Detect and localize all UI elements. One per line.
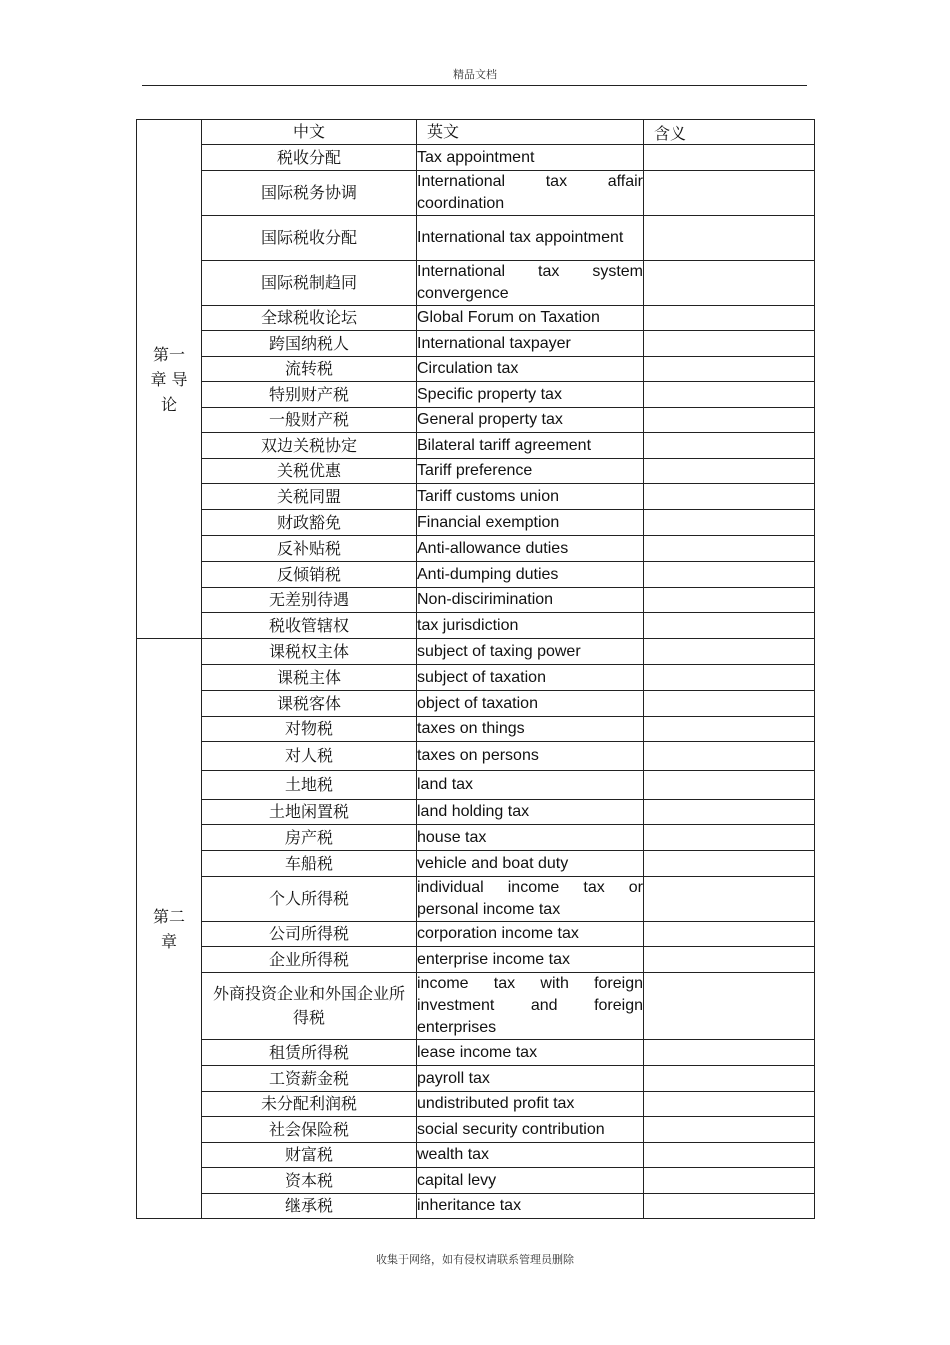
term-english: Tariff preference — [417, 459, 644, 484]
table-row — [137, 877, 815, 922]
term-english: house tax — [417, 825, 644, 851]
table-row — [137, 973, 815, 1040]
term-meaning — [644, 1040, 815, 1066]
term-meaning — [644, 1066, 815, 1092]
table-row — [137, 562, 815, 588]
term-meaning — [644, 877, 815, 922]
table-row — [137, 613, 815, 639]
table-row — [137, 484, 815, 510]
term-chinese: 工资薪金税 — [202, 1066, 417, 1092]
header-row — [137, 120, 815, 145]
term-chinese: 国际税务协调 — [202, 171, 417, 216]
table-row — [137, 261, 815, 306]
term-meaning — [644, 851, 815, 877]
term-chinese: 对人税 — [202, 742, 417, 771]
term-chinese: 反补贴税 — [202, 536, 417, 562]
term-english: inheritance tax — [417, 1194, 644, 1219]
table-row — [137, 1168, 815, 1194]
table-row — [137, 408, 815, 433]
term-meaning — [644, 536, 815, 562]
term-english: taxes on things — [417, 717, 644, 742]
term-meaning — [644, 331, 815, 357]
table-row — [137, 922, 815, 947]
term-english: Circulation tax — [417, 357, 644, 382]
table-row — [137, 145, 815, 171]
table-row — [137, 1092, 815, 1117]
term-meaning — [644, 145, 815, 171]
column-header-english: 英文 — [417, 120, 644, 145]
table-row — [137, 1143, 815, 1168]
term-meaning — [644, 1168, 815, 1194]
term-english: Anti-allowance duties — [417, 536, 644, 562]
term-meaning — [644, 171, 815, 216]
term-english: subject of taxing power — [417, 639, 644, 665]
term-english: taxes on persons — [417, 742, 644, 771]
term-english: land holding tax — [417, 800, 644, 825]
term-chinese: 车船税 — [202, 851, 417, 877]
term-chinese: 财政豁免 — [202, 510, 417, 536]
term-english: lease income tax — [417, 1040, 644, 1066]
table-row — [137, 825, 815, 851]
term-chinese: 课税权主体 — [202, 639, 417, 665]
table-row — [137, 691, 815, 717]
term-meaning — [644, 382, 815, 408]
term-chinese: 课税主体 — [202, 665, 417, 691]
glossary-table — [136, 119, 815, 1219]
table-row — [137, 331, 815, 357]
term-chinese: 一般财产税 — [202, 408, 417, 433]
table-row — [137, 1040, 815, 1066]
table-row — [137, 639, 815, 665]
term-meaning — [644, 639, 815, 665]
table-row — [137, 947, 815, 973]
term-meaning — [644, 1092, 815, 1117]
table-row — [137, 433, 815, 459]
term-chinese: 无差别待遇 — [202, 588, 417, 613]
term-chinese: 土地闲置税 — [202, 800, 417, 825]
term-meaning — [644, 306, 815, 331]
term-meaning — [644, 459, 815, 484]
term-chinese: 税收管辖权 — [202, 613, 417, 639]
table-row — [137, 357, 815, 382]
term-meaning — [644, 484, 815, 510]
term-chinese: 企业所得税 — [202, 947, 417, 973]
term-meaning — [644, 613, 815, 639]
term-chinese: 国际税制趋同 — [202, 261, 417, 306]
term-english: International tax affair coordination — [417, 171, 644, 216]
term-chinese: 公司所得税 — [202, 922, 417, 947]
column-header-chinese: 中文 — [202, 120, 417, 145]
term-meaning — [644, 922, 815, 947]
term-english: Global Forum on Taxation — [417, 306, 644, 331]
term-chinese: 对物税 — [202, 717, 417, 742]
term-chinese: 双边关税协定 — [202, 433, 417, 459]
term-meaning — [644, 800, 815, 825]
term-english: General property tax — [417, 408, 644, 433]
term-meaning — [644, 1194, 815, 1219]
table-row — [137, 588, 815, 613]
term-english: International tax system convergence — [417, 261, 644, 306]
term-meaning — [644, 665, 815, 691]
page-header: 精品文档 — [453, 68, 497, 81]
page-footer: 收集于网络，如有侵权请联系管理员删除 — [376, 1253, 574, 1266]
term-english: subject of taxation — [417, 665, 644, 691]
term-meaning — [644, 825, 815, 851]
term-chinese: 租赁所得税 — [202, 1040, 417, 1066]
term-meaning — [644, 717, 815, 742]
term-english: tax jurisdiction — [417, 613, 644, 639]
term-english: Financial exemption — [417, 510, 644, 536]
table-row — [137, 717, 815, 742]
term-english: undistributed profit tax — [417, 1092, 644, 1117]
term-english: Anti-dumping duties — [417, 562, 644, 588]
term-chinese: 课税客体 — [202, 691, 417, 717]
term-meaning — [644, 408, 815, 433]
table-row — [137, 800, 815, 825]
table-row — [137, 771, 815, 800]
term-english: Non-discirimination — [417, 588, 644, 613]
term-english: social security contribution — [417, 1117, 644, 1143]
term-meaning — [644, 1117, 815, 1143]
term-english: enterprise income tax — [417, 947, 644, 973]
term-chinese: 财富税 — [202, 1143, 417, 1168]
term-meaning — [644, 357, 815, 382]
term-chinese: 房产税 — [202, 825, 417, 851]
term-chinese: 国际税收分配 — [202, 216, 417, 261]
term-english: corporation income tax — [417, 922, 644, 947]
term-english: payroll tax — [417, 1066, 644, 1092]
term-english: Specific property tax — [417, 382, 644, 408]
term-chinese: 社会保险税 — [202, 1117, 417, 1143]
term-meaning — [644, 691, 815, 717]
term-chinese: 关税优惠 — [202, 459, 417, 484]
term-meaning — [644, 562, 815, 588]
term-meaning — [644, 510, 815, 536]
term-english: object of taxation — [417, 691, 644, 717]
term-english: vehicle and boat duty — [417, 851, 644, 877]
term-chinese: 全球税收论坛 — [202, 306, 417, 331]
table-row — [137, 171, 815, 216]
term-chinese: 继承税 — [202, 1194, 417, 1219]
term-english: capital levy — [417, 1168, 644, 1194]
term-chinese: 资本税 — [202, 1168, 417, 1194]
table-row — [137, 306, 815, 331]
table-row — [137, 665, 815, 691]
table-row — [137, 510, 815, 536]
term-meaning — [644, 261, 815, 306]
table-row — [137, 851, 815, 877]
term-meaning — [644, 973, 815, 1040]
term-meaning — [644, 742, 815, 771]
term-meaning — [644, 433, 815, 459]
table-row — [137, 1117, 815, 1143]
term-english: Bilateral tariff agreement — [417, 433, 644, 459]
table-row — [137, 216, 815, 261]
chapter-1-cell — [137, 120, 202, 639]
term-english: individual income tax or personal income tax — [417, 877, 644, 922]
term-chinese: 税收分配 — [202, 145, 417, 171]
term-chinese: 个人所得税 — [202, 877, 417, 922]
chapter-2-cell — [137, 639, 202, 1219]
chapter-label: 第一章 导论 — [150, 344, 188, 414]
term-english: International taxpayer — [417, 331, 644, 357]
term-chinese: 关税同盟 — [202, 484, 417, 510]
term-chinese: 外商投资企业和外国企业所得税 — [202, 973, 417, 1040]
term-meaning — [644, 1143, 815, 1168]
term-meaning — [644, 216, 815, 261]
term-english: Tariff customs union — [417, 484, 644, 510]
term-english: land tax — [417, 771, 644, 800]
term-meaning — [644, 947, 815, 973]
header-rule — [142, 85, 807, 86]
table-row — [137, 742, 815, 771]
term-english: income tax with foreign investment and foreign enterprises — [417, 973, 644, 1040]
term-chinese: 未分配利润税 — [202, 1092, 417, 1117]
term-meaning — [644, 588, 815, 613]
term-chinese: 特别财产税 — [202, 382, 417, 408]
term-chinese: 土地税 — [202, 771, 417, 800]
table-row — [137, 1194, 815, 1219]
column-header-meaning: 含义 — [644, 120, 815, 145]
term-chinese: 反倾销税 — [202, 562, 417, 588]
term-english: wealth tax — [417, 1143, 644, 1168]
table-row — [137, 459, 815, 484]
term-chinese: 跨国纳税人 — [202, 331, 417, 357]
term-english: International tax appointment — [417, 216, 644, 261]
table-row — [137, 382, 815, 408]
term-english: Tax appointment — [417, 145, 644, 171]
term-meaning — [644, 771, 815, 800]
table-row — [137, 536, 815, 562]
table-row — [137, 1066, 815, 1092]
chapter-label: 第二章 — [152, 906, 185, 951]
term-chinese: 流转税 — [202, 357, 417, 382]
